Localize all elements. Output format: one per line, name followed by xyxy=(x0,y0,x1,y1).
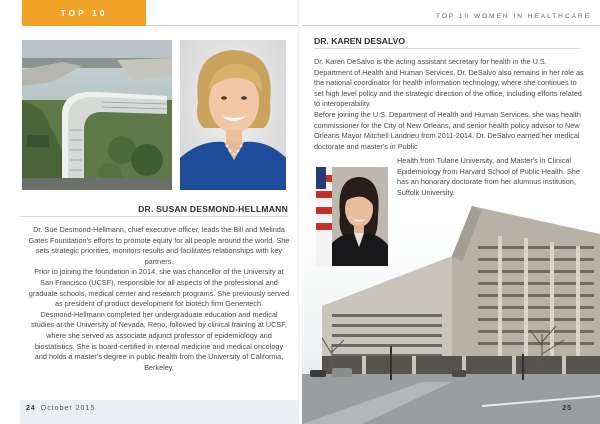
karen-name-heading: DR. KAREN DESALVO xyxy=(314,36,406,46)
bio-paragraph: Before joining the U.S. Department of Health and Human Services, she was health commissioner for the City of New Orleans, and senior health policy advisor to New Orleans Mayor Mitchell Landrieu from 2011-2014. Dr. DeSalvo earned her medical doctorate and master's in Public xyxy=(314,109,581,151)
folio-left xyxy=(26,405,95,412)
susan-name-heading: DR. SUSAN DESMOND-HELLMANN xyxy=(138,204,288,214)
section-tab: TOP 10 xyxy=(22,0,146,26)
running-head: TOP 10 WOMEN IN HEALTHCARE xyxy=(436,13,591,20)
karen-bio xyxy=(314,57,586,152)
bio-paragraph: Dr. Karen DeSalvo is the acting assistant secretary for health in the U.S. Department of Health and Human Services. Dr. DeSalvo also remains in her role as the national coordinator for health information technology, where she continues to set high level policy and the strategic direction of the office, including efforts related to interoperability. xyxy=(314,57,584,109)
bio-paragraph: Dr. Sue Desmond-Hellmann, chief executive officer, leads the Bill and Melinda Gates Foundation's efforts to promote equity for all people around the world. She sets strategic priorities, monitors results and facilitates relationships with key partners. xyxy=(28,225,290,266)
gates-foundation-campus-photo xyxy=(22,40,172,190)
susan-desmond-hellmann-portrait xyxy=(180,40,286,190)
header-rule-left xyxy=(146,25,298,26)
heading-rule-right xyxy=(314,48,580,49)
bio-paragraph: Desmond-Hellmann completed her undergraduate education and medical studies at the University of Nevada, Reno, followed by clinical training at UCSF, where she served as associate adjunct professor of epidemiology and biostatistics. She is board-certified in internal medicine and medical oncology and holds a master's degree in public health from the University of California, Berkeley. xyxy=(31,309,287,372)
issue-date: October 2015 xyxy=(40,405,96,412)
header-rule-right xyxy=(302,25,600,26)
karen-desalvo-portrait xyxy=(316,167,388,266)
susan-bio xyxy=(28,225,290,373)
footer-right xyxy=(302,400,600,424)
bio-paragraph: Prior to joining the foundation in 2014, she was chancellor of the University at San Francisco (UCSF), responsible for all aspects of the professional and graduate schools, medical center and research programs. She previously served as president of product development for biotech firm Genentech. xyxy=(28,267,290,309)
page-number-left: 24 xyxy=(26,405,36,412)
karen-bio-wrap: Health from Tulane University, and Master's in Clinical Epidemiology from Harvard School of Public Health. She has an honorary doctorate from her alumnus institution, Suffolk University. xyxy=(397,156,580,197)
heading-rule-left xyxy=(20,216,288,217)
page-number-right: 25 xyxy=(562,405,572,412)
footer-left xyxy=(20,400,298,424)
